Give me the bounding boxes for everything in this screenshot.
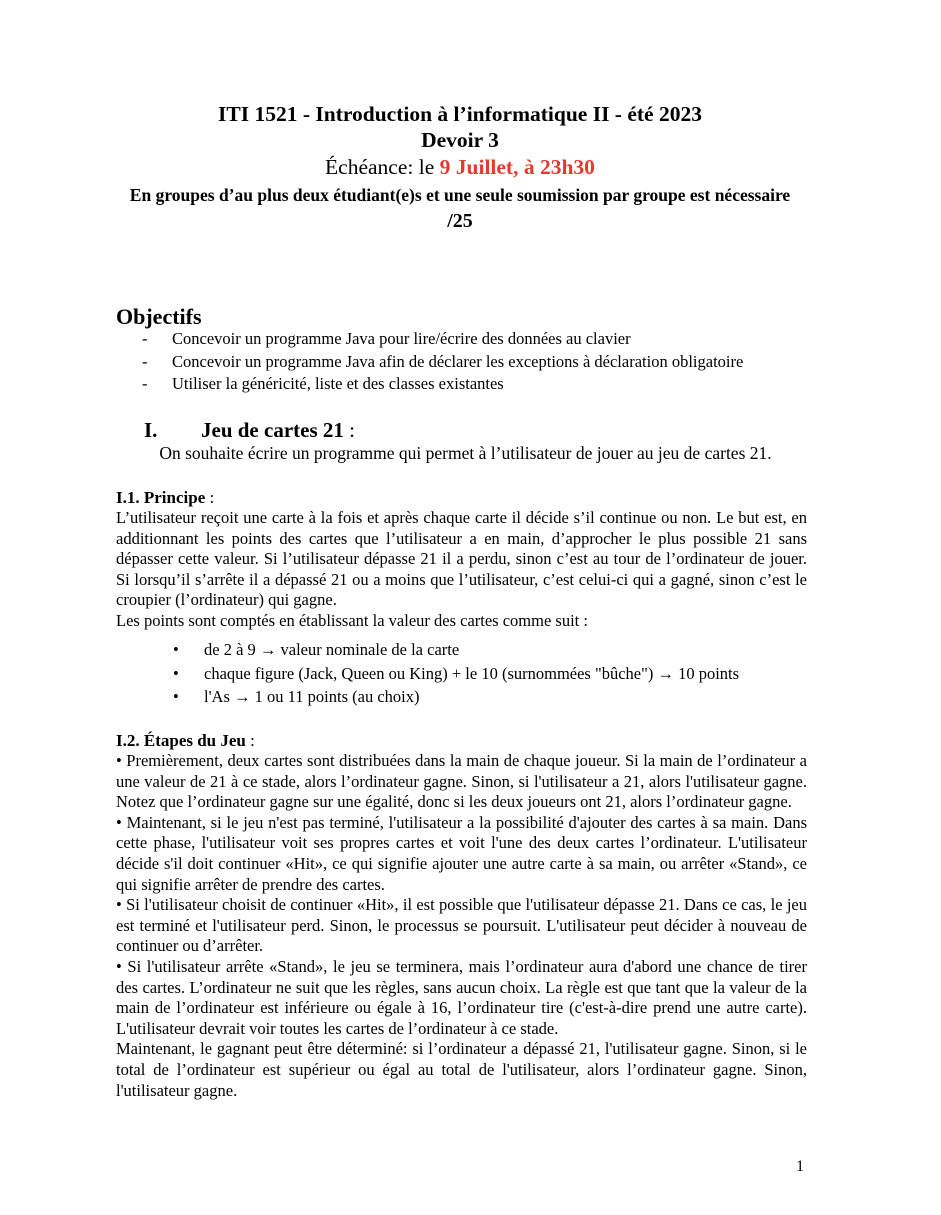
points-intro: Les points sont comptés en établissant la valeur des cartes comme suit : (116, 610, 588, 630)
objective-item (140, 328, 840, 351)
objective-item (140, 373, 840, 396)
objective-text: Concevoir un programme Java afin de déclarer les exceptions à déclaration obligatoire (172, 351, 744, 371)
card-value-item (171, 662, 811, 686)
objective-item (140, 351, 840, 374)
section-intro: On souhaite écrire un programme qui permet à l’utilisateur de jouer au jeu de cartes 21. (159, 443, 772, 463)
etapes-paragraph: Maintenant, le gagnant peut être déterminé: si l’ordinateur a dépassé 21, l'utilisateur gagne. Sinon, si le total de l’ordinateur est supérieur ou égal au total de l'utilisateur, alors l’ordinateur gagne. Sinon, l'utilisateur gagne. (116, 1039, 807, 1100)
principe-heading-text: I.1. Principe (116, 488, 206, 507)
section-title: Jeu de cartes 21 (201, 418, 344, 442)
card-value-item (171, 685, 811, 709)
principe-heading (116, 487, 214, 509)
dash-marker: - (142, 329, 148, 348)
principe-paragraph: L’utilisateur reçoit une carte à la fois et après chaque carte il décide s’il continue ou non. Le but est, en additionnant les points des cartes que l’utilisateur a en main, d’approcher le plus possible 21 sans dépasser cette valeur. Si l’utilisateur dépasse 21 il a perdu, sinon c’est au tour de l’ordinateur de jouer. Si lorsqu’il s’arrête il a dépassé 21 ou a moins que l’utilisateur, c’est celui-ci qui a gagné, sinon c’est le croupier (l’ordinateur) qui gagne. (116, 508, 807, 610)
page-number: 1 (796, 1158, 804, 1175)
document-header (100, 101, 820, 234)
card-value-text: de 2 à 9 → valeur nominale de la carte (204, 640, 460, 659)
section-colon: : (349, 418, 355, 442)
etapes-paragraph: • Maintenant, si le jeu n'est pas terminé, l'utilisateur a la possibilité d'ajouter des cartes à sa main. Dans cette phase, l'utilisateur voit ses propres cartes et voit l'une des deux cartes l’ordinateur. L'utilisateur décide s'il doit continuer «Hit», ce qui signifie ajouter une autre carte à sa main, ou arrêter «Stand», ce qui signifie arrêter de prendre des cartes. (116, 812, 807, 894)
etapes-heading (116, 730, 255, 752)
principe-colon: : (209, 488, 215, 507)
due-date-prefix: Échéance: le (325, 155, 435, 179)
section-heading (144, 416, 355, 444)
dash-marker: - (142, 374, 148, 393)
card-value-text: l'As → 1 ou 11 points (au choix) (204, 687, 420, 706)
objective-text: Utiliser la généricité, liste et des classes existantes (172, 374, 504, 393)
group-instructions: En groupes d’au plus deux étudiant(e)s et une seule soumission par groupe est nécessaire (129, 185, 791, 205)
bullet-marker: • (173, 640, 179, 659)
due-date-value: 9 Juillet, à 23h30 (439, 155, 595, 179)
etapes-paragraph: • Si l'utilisateur choisit de continuer «Hit», il est possible que l'utilisateur dépasse 21. Dans ce cas, le jeu est terminé et l'utilisateur perd. Sinon, le processus se poursuit. L'utilisateur peut décider à nouveau de continuer ou d’arrêter. (116, 895, 807, 956)
bullet-marker: • (173, 663, 179, 683)
principe-body (116, 508, 807, 632)
card-value-text: chaque figure (Jack, Queen ou King) + le 10 (surnommées "bûche") → 10 points (204, 663, 740, 683)
objectives-heading: Objectifs (116, 304, 202, 329)
card-value-item (171, 638, 811, 662)
dash-marker: - (142, 351, 148, 371)
due-date-line (100, 153, 820, 182)
etapes-paragraph: • Si l'utilisateur arrête «Stand», le jeu se terminera, mais l’ordinateur aura d'abord une chance de tirer des cartes. L’ordinateur ne suit que les règles, sans aucun choix. La règle est que tant que la valeur de la main de l’ordinateur est inférieure ou égale à 16, l’ordinateur tire (c'est-à-dire prend une autre carte). L'utilisateur devrait voir toutes les cartes de l’ordinateur à ce stade. (116, 956, 807, 1038)
bullet-marker: • (173, 687, 179, 706)
assignment-title: Devoir 3 (421, 128, 499, 152)
objective-text: Concevoir un programme Java pour lire/écrire des données au clavier (172, 329, 631, 348)
total-score: /25 (447, 210, 473, 232)
etapes-colon: : (250, 731, 255, 750)
card-values-list (171, 638, 811, 709)
etapes-body (116, 751, 807, 1101)
etapes-heading-text: I.2. Étapes du Jeu (116, 731, 246, 750)
objectives-list (140, 328, 840, 396)
etapes-paragraph: • Premièrement, deux cartes sont distribuées dans la main de chaque joueur. Si la main de l’ordinateur a une valeur de 21 à ce stade, alors l’ordinateur gagne. Sinon, si l'utilisateur a 21, alors l'utilisateur gagne. Notez que l’ordinateur gagne sur une égalité, donc si les deux joueurs ont 21, alors l’ordinateur gagne. (116, 751, 807, 812)
section-number: I. (144, 418, 158, 442)
course-title: ITI 1521 - Introduction à l’informatique II - été 2023 (218, 102, 702, 126)
